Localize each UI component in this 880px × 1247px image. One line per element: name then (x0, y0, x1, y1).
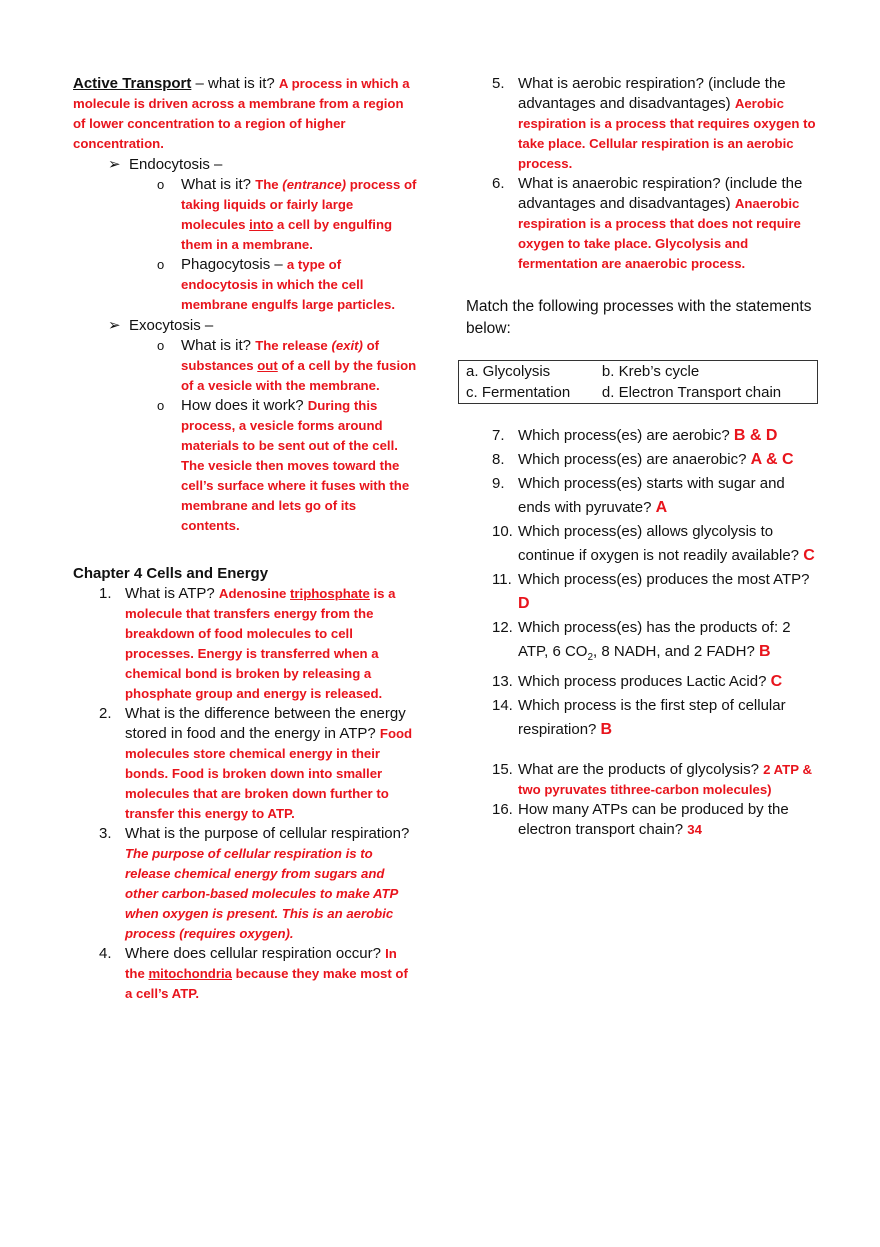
question-1 (73, 584, 418, 704)
question-text: Which process(es) produces the most ATP? (518, 571, 810, 588)
answer-text: C (770, 673, 783, 690)
question-15 (466, 760, 821, 800)
arrow-bullet-icon: ➢ (108, 156, 121, 173)
answer-text: of a cell by the fusion of a vesicle with the membrane. (181, 358, 417, 393)
question-number: 13. (492, 673, 513, 690)
question-10 (466, 520, 821, 568)
question-text: What is ATP? (125, 585, 219, 602)
endocytosis-what (73, 175, 418, 255)
circle-bullet-icon: o (157, 257, 165, 272)
exocytosis-item (73, 316, 418, 336)
question-text: What is anaerobic respiration? (include the advantages and disadvantages) (518, 175, 803, 212)
question-12 (466, 616, 821, 670)
answer-text: B & D (733, 427, 778, 444)
question-number: 3. (99, 825, 112, 842)
circle-bullet-icon: o (157, 177, 165, 192)
question-4 (73, 944, 418, 1004)
table-cell: d. Electron Transport chain (601, 384, 782, 401)
question-number: 15. (492, 761, 513, 778)
match-instructions: Match the following processes with the statements below: (466, 298, 812, 337)
question-number: 5. (492, 75, 505, 92)
process-table (458, 360, 818, 404)
question-number: 6. (492, 175, 505, 192)
answer-text: of substances (181, 338, 380, 373)
active-transport-question (73, 74, 418, 154)
question-text: Which process(es) allows glycolysis to continue if oxygen is not readily available? (518, 523, 804, 564)
answer-text: A process in which a molecule is driven across a membrane from a region of lower concentration to a region of higher concentration. (73, 76, 410, 151)
answer-text: 34 (687, 822, 702, 837)
answer-text: Anaerobic respiration is a process that does not require oxygen to take place. Glycolysis and fermentation are anaerobic process. (518, 196, 801, 271)
question-text: Which process produces Lactic Acid? (518, 673, 771, 690)
question-3 (73, 824, 418, 944)
question-2 (73, 704, 418, 824)
question-number: 11. (492, 571, 512, 588)
question-text: What is the purpose of cellular respiration? (125, 825, 410, 842)
answer-text: Food molecules store chemical energy in their bonds. Food is broken down into smaller molecules that are broken down further to transfer this energy to ATP. (125, 726, 413, 821)
answer-text: C (803, 547, 815, 564)
question-text: Where does cellular respiration occur? (125, 945, 386, 962)
arrow-bullet-icon: ➢ (108, 317, 121, 334)
question-number: 4. (99, 945, 112, 962)
answer-text: A (655, 499, 668, 516)
question-text: What is aerobic respiration? (include the advantages and disadvantages) (518, 75, 786, 112)
question-number: 14. (492, 697, 513, 714)
chapter-heading: Chapter 4 Cells and Energy (73, 565, 269, 582)
circle-bullet-icon: o (157, 398, 165, 413)
phagocytosis-item (73, 255, 418, 315)
question-text: What is it? (181, 176, 256, 193)
question-number: 10. (492, 523, 513, 540)
question-8 (466, 448, 821, 472)
answer-text: triphosphate (290, 586, 370, 601)
table-cell: a. Glycolysis (466, 363, 551, 380)
question-number: 8. (492, 451, 505, 468)
question-7 (466, 424, 821, 448)
item-label: Endocytosis – (129, 156, 223, 173)
question-text: How does it work? (181, 397, 308, 414)
section-heading: Active Transport (73, 75, 192, 92)
question-number: 9. (492, 475, 505, 492)
question-number: 16. (492, 801, 513, 818)
answer-text: a type of endocytosis in which the cell membrane engulfs large particles. (181, 257, 396, 312)
question-text: Which process(es) are anaerobic? (518, 451, 751, 468)
answer-text: because they make most of a cell’s ATP. (125, 966, 408, 1001)
right-column (466, 74, 821, 840)
answer-text: The purpose of cellular respiration is to release chemical energy from sugars and other carbon-based molecules to make ATP when oxygen is present. This is an aerobic process (requires oxygen). (125, 846, 398, 941)
answer-text: B (758, 643, 771, 660)
answer-text: Aerobic respiration is a process that requires oxygen to take place. Cellular respiration is an aerobic process. (518, 96, 816, 171)
answer-text: D (518, 595, 530, 612)
question-text: Which process(es) starts with sugar and ends with pyruvate? (518, 475, 785, 516)
answer-text: a cell by engulfing them in a membrane. (181, 217, 393, 252)
table-cell: c. Fermentation (466, 384, 571, 401)
question-text: What is it? (181, 337, 256, 354)
question-text: , 8 NADH, and 2 FADH? (593, 643, 759, 660)
question-text: What are the products of glycolysis? (518, 761, 764, 778)
question-5 (466, 74, 821, 174)
exocytosis-how (73, 396, 418, 536)
subscript: 2 (587, 652, 594, 663)
question-text: Which process(es) has the products of: 2 ATP, 6 CO (518, 619, 791, 660)
endocytosis-item (73, 155, 418, 175)
answer-text: process of taking liquids or fairly large molecules (181, 177, 417, 232)
question-number: 1. (99, 585, 112, 602)
question-11 (466, 568, 821, 616)
answer-text: (entrance) (282, 177, 347, 192)
question-6 (466, 174, 821, 274)
question-text: How many ATPs can be produced by the electron transport chain? (518, 801, 789, 838)
table-cell: b. Kreb’s cycle (601, 363, 700, 380)
question-13 (466, 670, 821, 694)
question-text: – what is it? (191, 75, 279, 92)
answer-text: mitochondria (148, 966, 232, 981)
circle-bullet-icon: o (157, 338, 165, 353)
question-number: 2. (99, 705, 112, 722)
answer-text: B (600, 721, 613, 738)
answer-text: (exit) (331, 338, 363, 353)
answer-text: Adenosine (218, 586, 290, 601)
question-text: Which process is the first step of cellular respiration? (518, 697, 786, 738)
question-number: 12. (492, 619, 513, 636)
answer-text: out (257, 358, 278, 373)
answer-text: The release (255, 338, 332, 353)
question-text: Which process(es) are aerobic? (518, 427, 734, 444)
question-text: Phagocytosis – (181, 256, 287, 273)
question-14 (466, 694, 821, 742)
item-label: Exocytosis – (129, 317, 214, 334)
answer-text: 2 ATP & two pyruvates tithree-carbon molecules) (518, 762, 812, 797)
answer-text: The (255, 177, 283, 192)
answer-text: During this process, a vesicle forms around materials to be sent out of the cell. The vesicle then moves toward the cell’s surface where it fuses with the membrane and lets go of its contents. (181, 398, 410, 533)
question-text: What is the difference between the energy stored in food and the energy in ATP? (125, 705, 406, 742)
answer-text: is a molecule that transfers energy from the breakdown of food molecules to cell processes. Energy is transferred when a chemical bond is broken by releasing a phosphate group and energy is released. (125, 586, 396, 701)
answer-text: into (249, 217, 274, 232)
question-number: 7. (492, 427, 505, 444)
answer-text: In the (125, 946, 397, 981)
question-16 (466, 800, 821, 840)
left-column (73, 74, 418, 1004)
answer-text: A & C (750, 451, 794, 468)
question-9 (466, 472, 821, 520)
exocytosis-what (73, 336, 418, 396)
